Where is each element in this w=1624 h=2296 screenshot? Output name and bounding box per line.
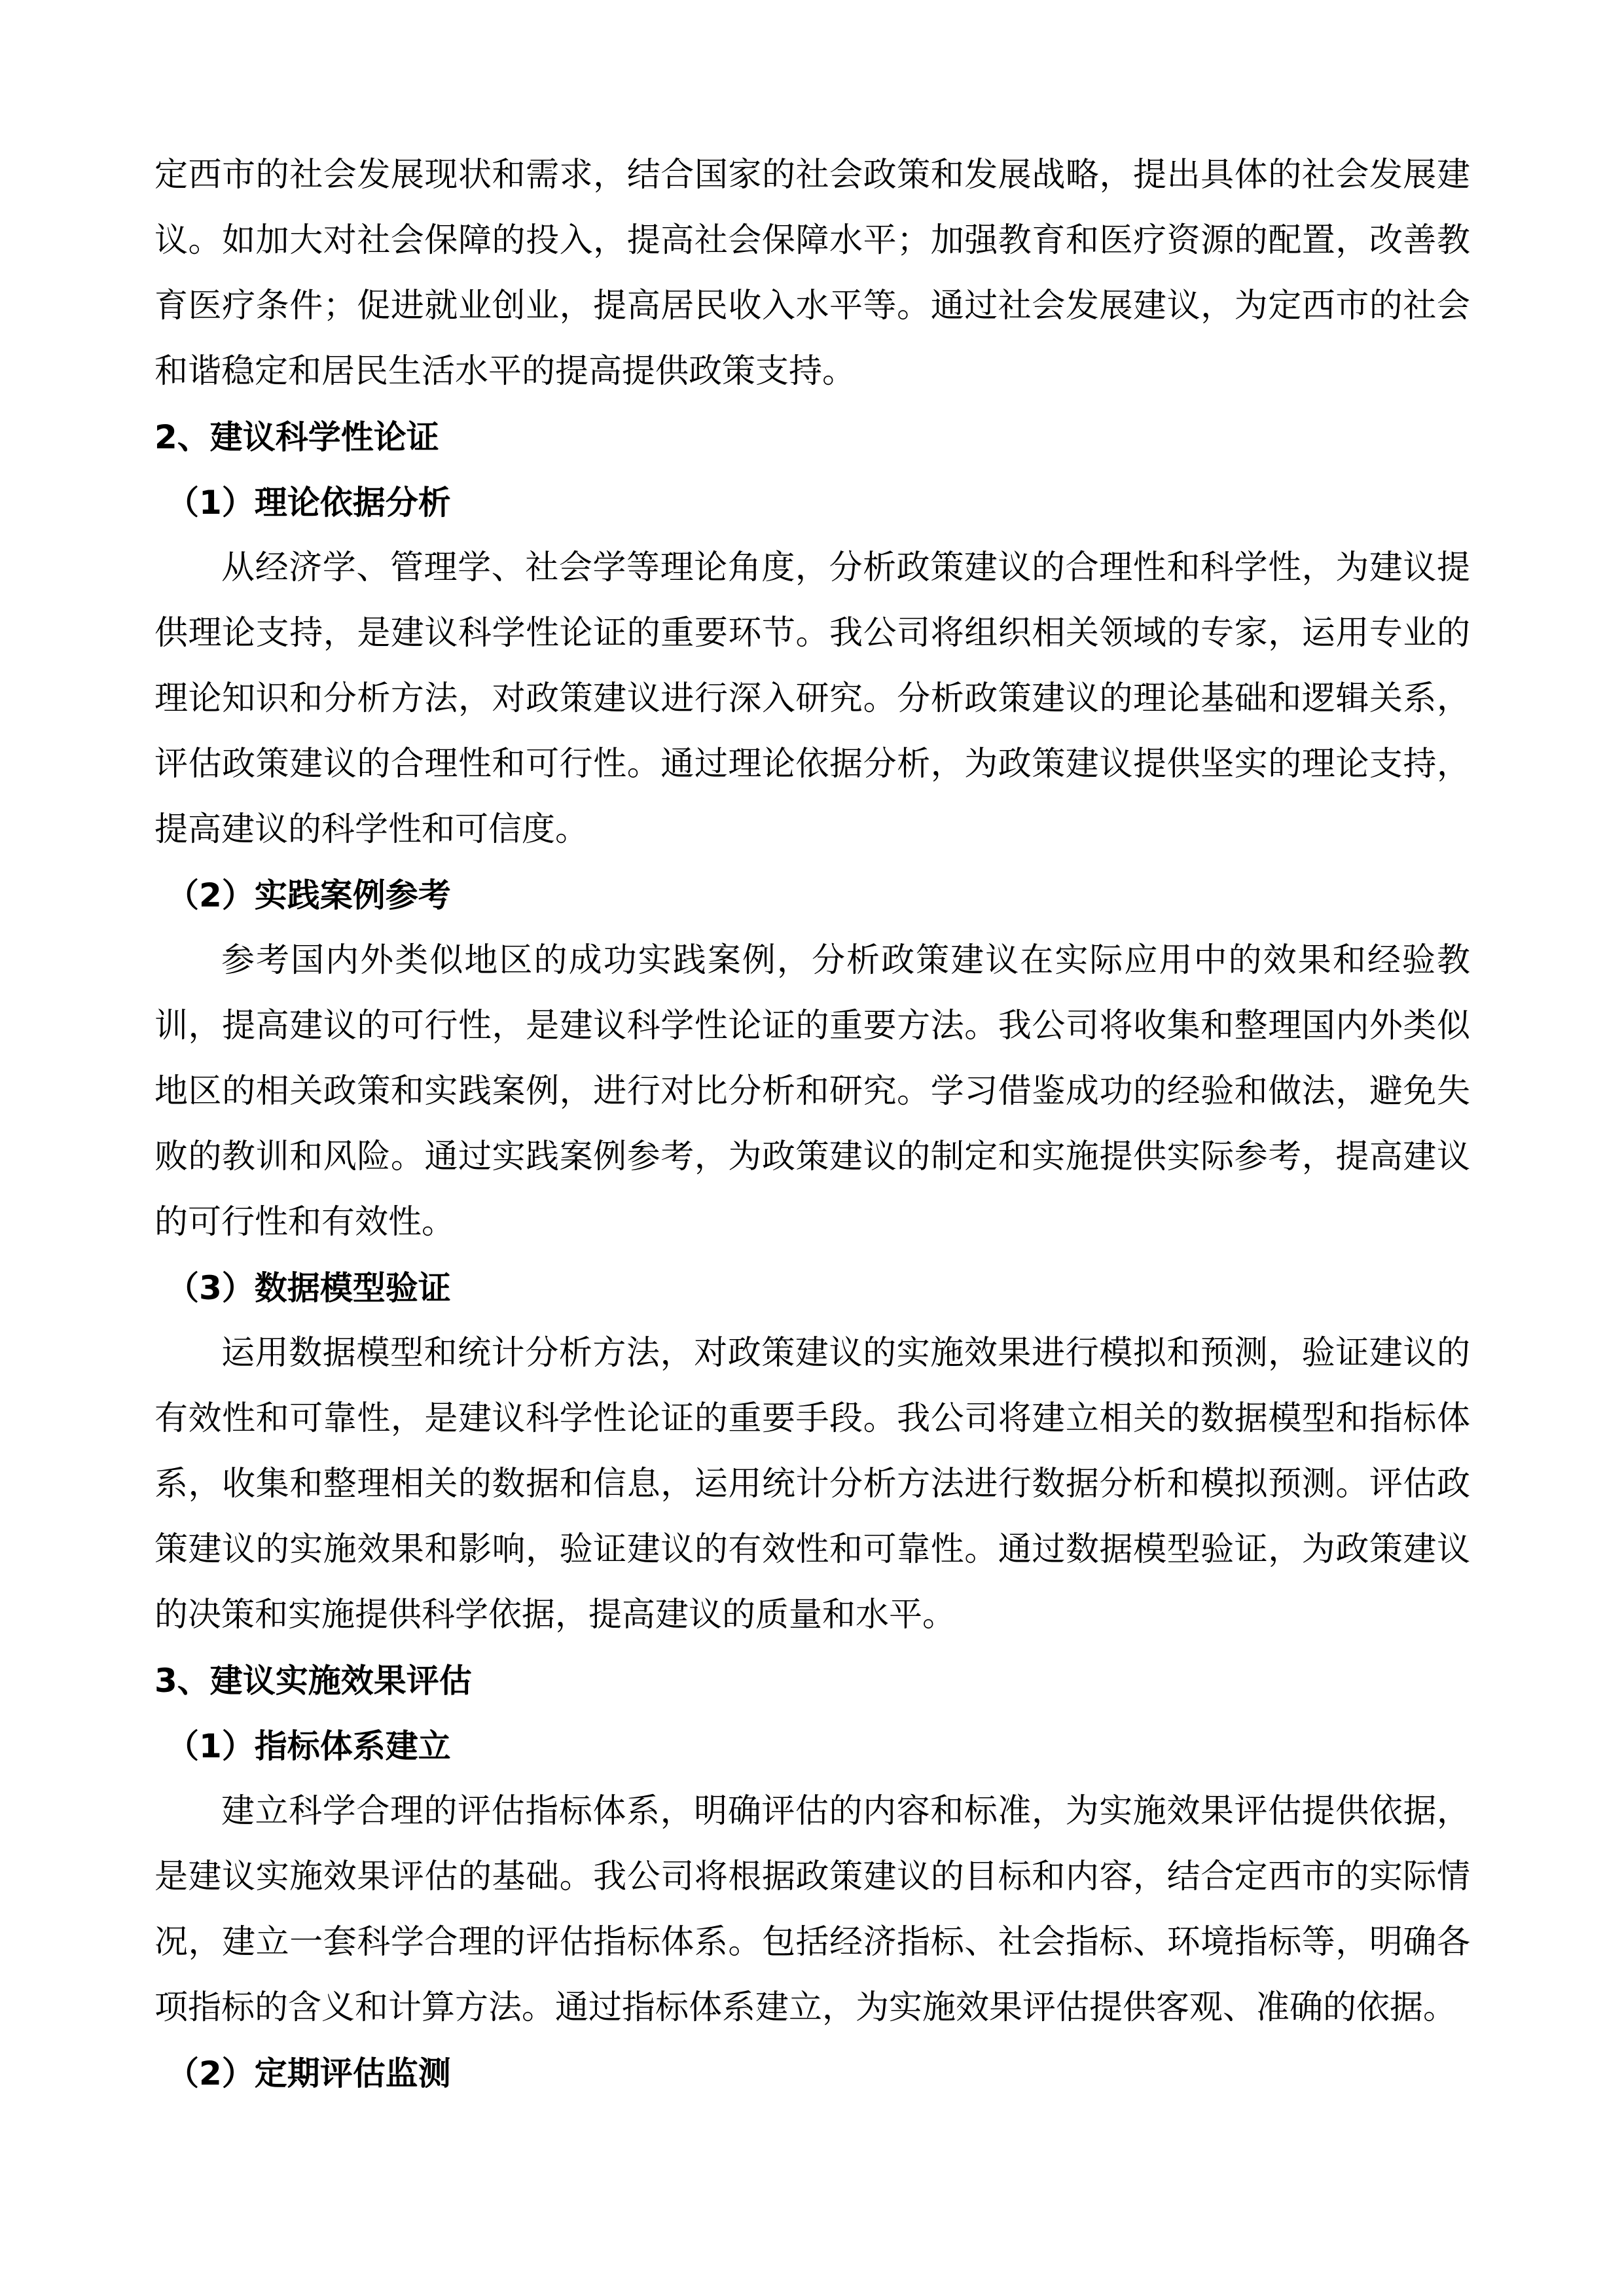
paragraph-indicator-system: 建立科学合理的评估指标体系，明确评估的内容和标准，为实施效果评估提供依据，是建议实施效果评估的基础。我公司将根据政策建议的目标和内容，结合定西市的实际情况，建立一套科学合理的评估指标体系。包括经济指标、社会指标、环境指标等，明确各项指标的含义和计算方法。通过指标体系建立，为实施效果评估提供客观、准确的依据。 (154, 1792, 1470, 2027)
subsection-heading-indicators: （1）指标体系建立 (166, 1727, 451, 1765)
subsection-heading-theory: （1）理论依据分析 (166, 484, 451, 522)
paragraph-theory-analysis: 从经济学、管理学、社会学等理论角度，分析政策建议的合理性和科学性，为建议提供理论支持，是建议科学性论证的重要环节。我公司将组织相关领域的专家，运用专业的理论知识和分析方法，对政策建议进行深入研究。分析政策建议的理论基础和逻辑关系，评估政策建议的合理性和可行性。通过理论依据分析，为政策建议提供坚实的理论支持，提高建议的科学性和可信度。 (154, 548, 1470, 849)
paragraph-social-development: 定西市的社会发展现状和需求，结合国家的社会政策和发展战略，提出具体的社会发展建议。如加大对社会保障的投入，提高社会保障水平；加强教育和医疗资源的配置，改善教育医疗条件；促进就业创业，提高居民收入水平等。通过社会发展建议，为定西市的社会和谐稳定和居民生活水平的提高提供政策支持。 (154, 156, 1470, 391)
section-heading-3: 3、建议实施效果评估 (154, 1662, 472, 1700)
paragraph-data-model: 运用数据模型和统计分析方法，对政策建议的实施效果进行模拟和预测，验证建议的有效性和可靠性，是建议科学性论证的重要手段。我公司将建立相关的数据模型和指标体系，收集和整理相关的数据和信息，运用统计分析方法进行数据分析和模拟预测。评估政策建议的实施效果和影响，验证建议的有效性和可靠性。通过数据模型验证，为政策建议的决策和实施提供科学依据，提高建议的质量和水平。 (154, 1334, 1470, 1634)
subsection-heading-data-model: （3）数据模型验证 (166, 1269, 451, 1307)
subsection-heading-monitoring: （2）定期评估监测 (166, 2054, 451, 2092)
paragraph-case-reference: 参考国内外类似地区的成功实践案例，分析政策建议在实际应用中的效果和经验教训，提高建议的可行性，是建议科学性论证的重要方法。我公司将收集和整理国内外类似地区的相关政策和实践案例，进行对比分析和研究。学习借鉴成功的经验和做法，避免失败的教训和风险。通过实践案例参考，为政策建议的制定和实施提供实际参考，提高建议的可行性和有效性。 (154, 941, 1470, 1242)
document-body (154, 143, 1470, 2106)
subsection-heading-cases: （2）实践案例参考 (166, 876, 451, 914)
section-heading-2: 2、建议科学性论证 (154, 418, 439, 456)
